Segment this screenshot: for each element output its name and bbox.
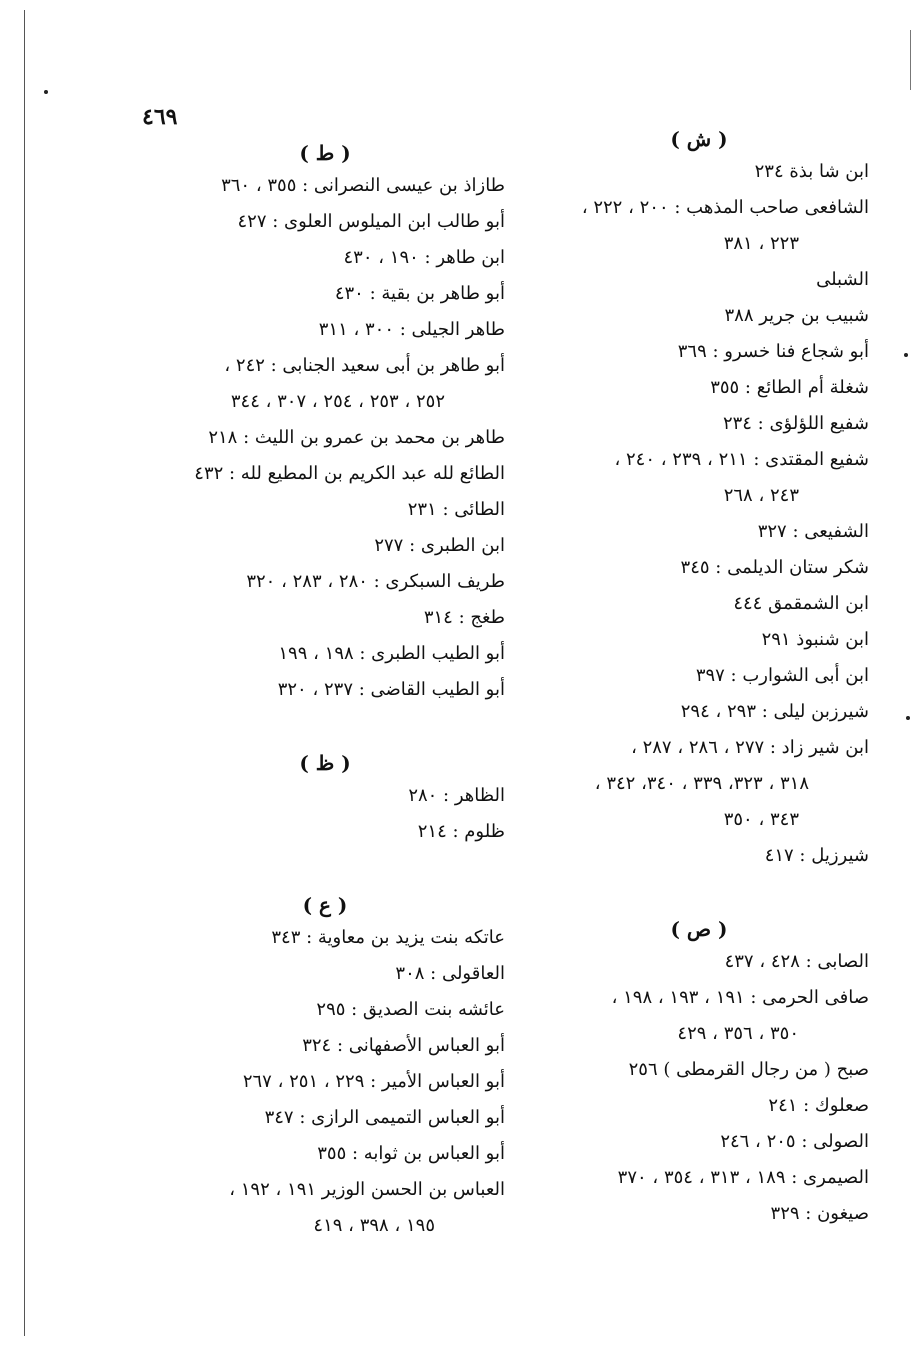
section-heading-sad: ( ص ) bbox=[670, 917, 728, 941]
page-edge-line bbox=[24, 10, 25, 1336]
index-entry: الصابى : ٤٢٨ ، ٤٣٧ bbox=[724, 951, 869, 972]
index-entry: ابن طاهر : ١٩٠ ، ٤٣٠ bbox=[343, 247, 505, 268]
index-entry-continuation: ٢٤٣ ، ٢٦٨ bbox=[723, 485, 799, 506]
section-spacer bbox=[529, 874, 869, 914]
index-column-right bbox=[529, 124, 869, 1232]
index-entry: الصولى : ٢٠٥ ، ٢٤٦ bbox=[720, 1131, 869, 1152]
index-entry: ابن أبى الشوارب : ٣٩٧ bbox=[695, 665, 869, 686]
index-column-left bbox=[145, 138, 505, 1244]
index-entry: ظلوم : ٢١٤ bbox=[417, 821, 505, 842]
index-entry: طاهر الجيلى : ٣٠٠ ، ٣١١ bbox=[318, 319, 505, 340]
index-entry: أبو الطيب الطبرى : ١٩٨ ، ١٩٩ bbox=[278, 643, 505, 664]
index-section-ta bbox=[145, 168, 505, 708]
index-entry-continuation: ٣٥٠ ، ٣٥٦ ، ٤٢٩ bbox=[677, 1023, 799, 1044]
index-entry: ابن شير زاد : ٢٧٧ ، ٢٨٦ ، ٢٨٧ ، bbox=[631, 737, 869, 758]
index-entry: شيرزبن ليلى : ٢٩٣ ، ٢٩٤ bbox=[680, 701, 869, 722]
index-entry: أبو العباس الأمير : ٢٢٩ ، ٢٥١ ، ٢٦٧ bbox=[242, 1071, 505, 1092]
index-section-shin bbox=[529, 154, 869, 874]
scan-speck bbox=[44, 90, 48, 94]
index-entry-continuation: ٢٥٢ ، ٢٥٣ ، ٢٥٤ ، ٣٠٧ ، ٣٤٤ bbox=[230, 391, 445, 412]
index-entry: أبو طاهر بن بقية : ٤٣٠ bbox=[334, 283, 505, 304]
section-heading-shin: ( ش ) bbox=[670, 127, 728, 151]
index-entry: شكر ستان الديلمى : ٣٤٥ bbox=[680, 557, 869, 578]
index-entry: الصيمرى : ١٨٩ ، ٣١٣ ، ٣٥٤ ، ٣٧٠ bbox=[617, 1167, 869, 1188]
index-entry: الظاهر : ٢٨٠ bbox=[408, 785, 505, 806]
section-heading-ayn: ( ع ) bbox=[302, 893, 348, 917]
index-entry: أبو شجاع فنا خسرو : ٣٦٩ bbox=[677, 341, 869, 362]
index-entry: الشفيعى : ٣٢٧ bbox=[757, 521, 869, 542]
index-entry: طريف السبكرى : ٢٨٠ ، ٢٨٣ ، ٣٢٠ bbox=[246, 571, 505, 592]
scan-speck bbox=[904, 353, 908, 357]
index-entry-continuation: ٣٤٣ ، ٣٥٠ bbox=[723, 809, 799, 830]
index-entry: العباس بن الحسن الوزير ١٩١ ، ١٩٢ ، bbox=[229, 1179, 505, 1200]
index-entry: أبو العباس التميمى الرازى : ٣٤٧ bbox=[264, 1107, 505, 1128]
index-entry: أبو طاهر بن أبى سعيد الجنابى : ٢٤٢ ، bbox=[224, 355, 505, 376]
index-entry-continuation: ٢٢٣ ، ٣٨١ bbox=[723, 233, 799, 254]
index-entry: شفيع المقتدى : ٢١١ ، ٢٣٩ ، ٢٤٠ ، bbox=[614, 449, 869, 470]
section-spacer bbox=[145, 708, 505, 748]
index-entry: طغج : ٣١٤ bbox=[423, 607, 505, 628]
index-entry: أبو العباس الأصفهانى : ٣٢٤ bbox=[302, 1035, 505, 1056]
index-entry: الطائع لله عبد الكريم بن المطيع لله : ٤٣٢ bbox=[194, 463, 505, 484]
index-entry: العاقولى : ٣٠٨ bbox=[395, 963, 505, 984]
index-entry: عاتكه بنت يزيد بن معاوية : ٣٤٣ bbox=[271, 927, 505, 948]
index-entry: ابن الطبرى : ٢٧٧ bbox=[374, 535, 505, 556]
index-entry-continuation: ٣١٨ ، ٣٢٣، ٣٣٩ ، ٣٤٠، ٣٤٢ ، bbox=[594, 773, 809, 794]
index-entry: ابن الشمقمق ٤٤٤ bbox=[733, 593, 869, 614]
index-entry: الشبلى bbox=[816, 269, 869, 290]
index-entry: ابن شنبوذ ٢٩١ bbox=[761, 629, 869, 650]
index-section-za bbox=[145, 778, 505, 850]
index-entry: الطائى : ٢٣١ bbox=[407, 499, 505, 520]
index-entry: صعلوك : ٢٤١ bbox=[768, 1095, 869, 1116]
index-entry: طاهر بن محمد بن عمرو بن الليث : ٢١٨ bbox=[208, 427, 505, 448]
page-edge-line-right bbox=[910, 30, 911, 90]
index-entry: الشافعى صاحب المذهب : ٢٠٠ ، ٢٢٢ ، bbox=[581, 197, 869, 218]
index-entry: شيرزيل : ٤١٧ bbox=[764, 845, 869, 866]
section-heading-za: ( ظ ) bbox=[299, 751, 351, 775]
section-spacer bbox=[145, 850, 505, 890]
index-entry-continuation: ١٩٥ ، ٣٩٨ ، ٤١٩ bbox=[313, 1215, 435, 1236]
index-entry: طازاذ بن عيسى النصرانى : ٣٥٥ ، ٣٦٠ bbox=[221, 175, 505, 196]
index-entry: أبو طالب ابن الميلوس العلوى : ٤٢٧ bbox=[237, 211, 505, 232]
index-section-sad bbox=[529, 944, 869, 1232]
index-entry: أبو الطيب القاضى : ٢٣٧ ، ٣٢٠ bbox=[277, 679, 505, 700]
index-entry: ابن شا بذة ٢٣٤ bbox=[754, 161, 869, 182]
scan-speck bbox=[906, 716, 910, 720]
index-entry: عائشه بنت الصديق : ٢٩٥ bbox=[316, 999, 505, 1020]
index-entry: صافى الحرمى : ١٩١ ، ١٩٣ ، ١٩٨ ، bbox=[611, 987, 869, 1008]
index-entry: أبو العباس بن ثوابه : ٣٥٥ bbox=[317, 1143, 505, 1164]
index-entry: صبح ( من رجال القرمطى ) ٢٥٦ bbox=[628, 1059, 869, 1080]
index-entry: شبيب بن جرير ٣٨٨ bbox=[724, 305, 869, 326]
index-section-ayn bbox=[145, 920, 505, 1244]
index-entry: شغلة أم الطائع : ٣٥٥ bbox=[710, 377, 869, 398]
page-number: ٤٦٩ bbox=[142, 104, 178, 130]
index-entry: شفيع اللؤلؤى : ٢٣٤ bbox=[722, 413, 869, 434]
index-entry: صيغون : ٣٢٩ bbox=[770, 1203, 869, 1224]
section-heading-ta: ( ط ) bbox=[299, 141, 351, 165]
